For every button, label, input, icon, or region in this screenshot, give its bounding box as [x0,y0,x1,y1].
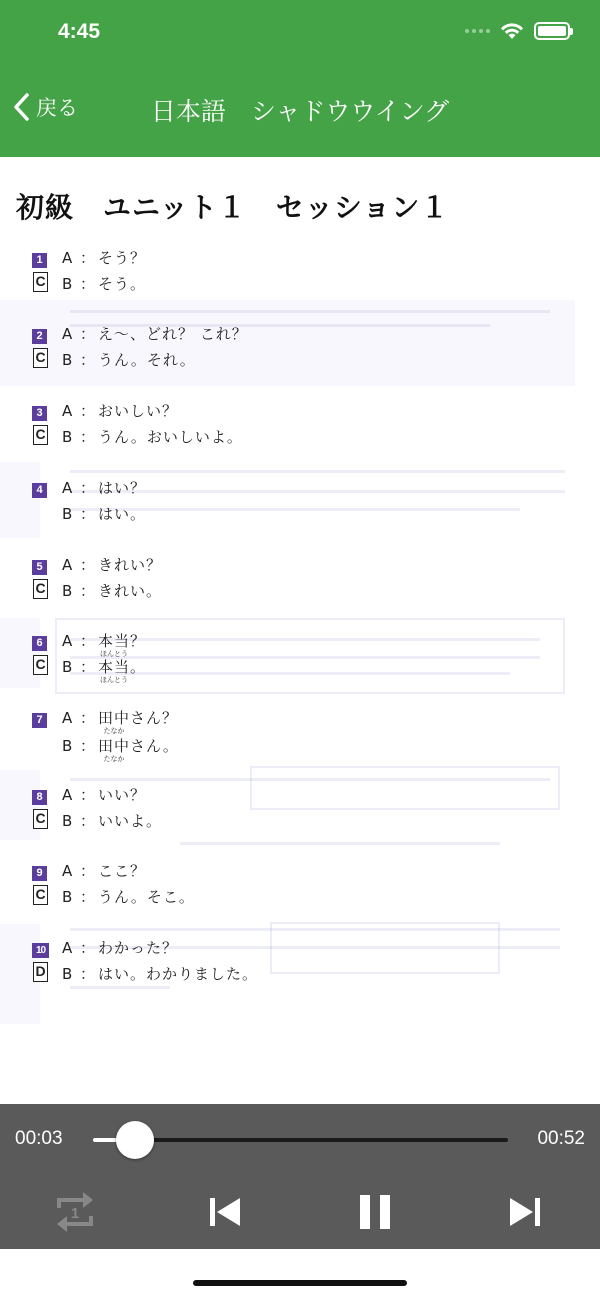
dialog-number-badge: 6 [32,636,47,651]
dialog-line-b: B ： そう。 [62,275,147,293]
dialog-line-b: B ： 田中 たなか さん。 [62,737,179,763]
dialog-line-a: A ： いい？ [62,786,147,804]
dialog-number-badge: 2 [32,329,47,344]
home-indicator[interactable] [193,1280,407,1286]
dialog-line-a: A ： ここ？ [62,862,147,880]
battery-icon [534,22,570,40]
dialog-line-b: B ： はい。 [62,505,147,523]
dialog-line-b: B ： うん。そこ。 [62,888,195,906]
nav-title-text: 日本語 シャドウウイング [150,97,450,126]
dialog-type-badge: C [33,425,48,445]
previous-button[interactable] [208,1196,242,1232]
ruby-word: 田中 たなか [98,709,131,735]
dialog-type-badge: C [33,655,48,675]
svg-text:1: 1 [70,1205,80,1222]
dialog-number-badge: 4 [32,483,47,498]
next-button[interactable] [508,1196,542,1232]
dialog-number-badge: 5 [32,560,47,575]
dialog-number-badge: 10 [32,943,49,958]
status-icons [465,22,570,40]
skip-previous-icon [208,1196,242,1228]
furigana: たなか [103,727,125,735]
wifi-icon [500,22,524,40]
dialog-type-badge: C [33,809,48,829]
dialog-type-badge: D [33,962,48,982]
dialog-type-badge: C [33,885,48,905]
dialog-line-b: B ： はい。わかりました。 [62,965,259,983]
furigana: ほんとう [100,676,128,684]
progress-fill [93,1138,117,1142]
dialog-line-a: A ： そう？ [62,249,147,267]
app-header [0,0,600,157]
dialog-line-a: A ： きれい？ [62,556,163,574]
dialog-type-badge: C [33,348,48,368]
ruby-word: 本当 ほんとう [98,658,131,684]
pause-button[interactable] [358,1194,392,1234]
dialog-number-badge: 9 [32,866,47,881]
dialog-number-badge: 7 [32,713,47,728]
dialog-line-a: A ： おいしい？ [62,402,179,420]
dialog-line-a: A ： え～、どれ？ これ？ [62,325,248,343]
repeat-button[interactable] [53,1188,97,1240]
dialog-line-b: B ： 本当 ほんとう 。 [62,658,147,684]
dialog-number-badge: 8 [32,790,47,805]
nav-title [0,92,600,128]
ruby-word: 本当 ほんとう [98,632,131,658]
dialog-number-badge: 1 [32,253,47,268]
furigana: たなか [103,755,125,763]
cellular-signal-icon [465,29,490,33]
current-time: 00:03 [15,1128,63,1149]
dialog-line-a: A ： 本当 ほんとう ？ [62,632,147,658]
dialog-line-a: A ： はい？ [62,479,147,497]
home-indicator-area [0,1249,600,1299]
dialog-number-badge: 3 [32,406,47,421]
back-label: 戻る [36,96,78,120]
dialog-line-b: B ： うん。それ。 [62,351,196,369]
page-title: 初級 ユニット１ セッション１ [16,191,450,224]
duration-time: 00:52 [537,1128,585,1149]
dialog-line-a: A ： 田中 たなか さん？ [62,709,179,735]
dialog-type-badge: C [33,272,48,292]
progress-track[interactable] [93,1138,508,1142]
dialog-line-b: B ： いいよ。 [62,812,163,830]
pause-icon [358,1194,392,1230]
skip-next-icon [508,1196,542,1228]
progress-thumb[interactable] [116,1121,154,1159]
ruby-word: 田中 たなか [98,737,131,763]
dialog-line-a: A ： わかった？ [62,939,179,957]
dialog-type-badge: C [33,579,48,599]
dialog-line-b: B ： きれい。 [62,582,163,600]
furigana: ほんとう [100,650,128,658]
repeat-one-icon [53,1188,97,1236]
dialog-line-b: B ： うん。おいしいよ。 [62,428,243,446]
status-time: 4:45 [58,20,101,43]
